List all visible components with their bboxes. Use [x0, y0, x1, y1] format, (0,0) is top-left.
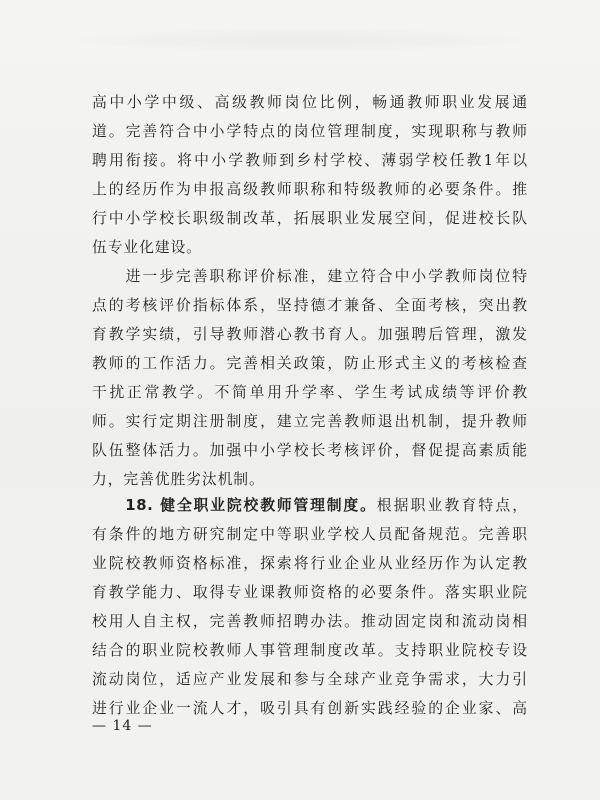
paragraph-2-line: 力，完善优胜劣汰机制。: [92, 471, 265, 488]
paragraph-3-line: 有条件的地方研究制定中等职业学校人员配备规范。完善职: [92, 526, 528, 543]
paragraph-3-line: 育教学能力、取得专业课教师资格的必要条件。落实职业院: [92, 584, 528, 601]
paragraph-1-line: 行中小学校长职级制改革，拓展职业发展空间，促进校长队: [92, 210, 528, 227]
paragraph-3: [92, 491, 528, 723]
paragraph-2-line: 育教学实绩，引导教师潜心教书育人。加强聘后管理，激发: [92, 326, 528, 343]
paragraph-2-line: 点的考核评价指标体系，坚持德才兼备、全面考核，突出教: [92, 297, 528, 314]
scan-shadow: [60, 28, 540, 52]
paragraph-2: [92, 262, 528, 494]
paragraph-3-line: 结合的职业院校教师人事管理制度改革。支持职业院校专设: [92, 642, 528, 659]
paragraph-3-line: 校用人自主权，完善教师招聘办法。推动固定岗和流动岗相: [92, 613, 528, 630]
paragraph-3-line: 流动岗位，适应产业发展和参与全球产业竞争需求，大力引: [92, 671, 528, 688]
paragraph-1-line: 高中小学中级、高级教师岗位比例，畅通教师职业发展通: [92, 94, 528, 111]
paragraph-2-line: 进一步完善职称评价标准，建立符合中小学教师岗位特: [92, 268, 528, 285]
paragraph-3-line: 进行业企业一流人才，吸引具有创新实践经验的企业家、高: [92, 700, 528, 717]
paragraph-2-line: 干扰正常教学。不简单用升学率、学生考试成绩等评价教: [92, 384, 528, 401]
paragraph-3-line: 业院校教师资格标准，探索将行业企业从业经历作为认定教: [92, 555, 528, 572]
page-number: — 14 —: [92, 718, 153, 734]
section-heading-18: 18. 健全职业院校教师管理制度。: [92, 497, 377, 514]
paragraph-1: [92, 88, 528, 262]
paragraph-1-line: 伍专业化建设。: [92, 239, 202, 256]
paragraph-1-line: 聘用衔接。将中小学教师到乡村学校、薄弱学校任教1年以: [92, 152, 528, 169]
paragraph-3-first-line: [92, 491, 528, 520]
paragraph-2-line: 队伍整体活力。加强中小学校长考核评价，督促提高素质能: [92, 442, 528, 459]
paragraph-1-line: 道。完善符合中小学特点的岗位管理制度，实现职称与教师: [92, 123, 528, 140]
paragraph-2-line: 教师的工作活力。完善相关政策，防止形式主义的考核检查: [92, 355, 528, 372]
paragraph-2-line: 师。实行定期注册制度，建立完善教师退出机制，提升教师: [92, 413, 528, 430]
paragraph-3-first-line-rest: 根据职业教育特点，: [376, 497, 528, 514]
paragraph-1-line: 上的经历作为申报高级教师职称和特级教师的必要条件。推: [92, 181, 528, 198]
